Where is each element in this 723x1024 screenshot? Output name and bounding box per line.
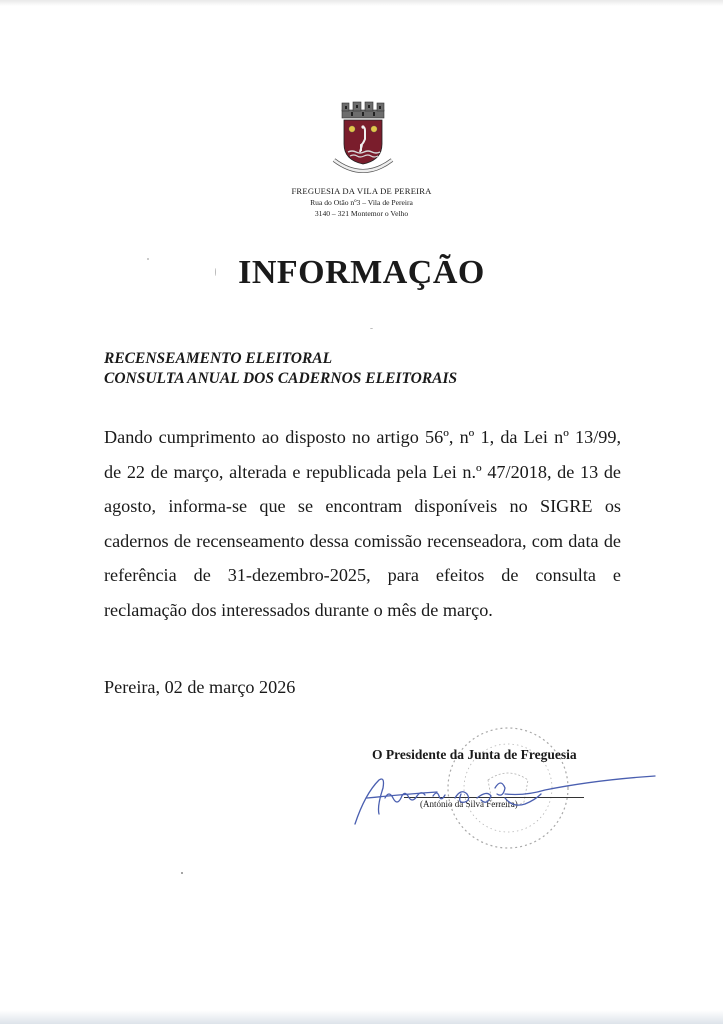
subject-line-1: RECENSEAMENTO ELEITORAL xyxy=(104,350,333,367)
paper-speck xyxy=(215,268,216,276)
signatory-role: O Presidente da Junta de Freguesia xyxy=(372,747,577,762)
subject-line-2: CONSULTA ANUAL DOS CADERNOS ELEITORAIS xyxy=(104,370,458,387)
org-name: FREGUESIA DA VILA DE PEREIRA xyxy=(291,186,432,196)
body-paragraph: Dando cumprimento ao disposto no artigo 56º, nº 1, da Lei nº 13/99, de 22 de março, alterada e republicada pela Lei n.º 47/2018, de 13 de agosto, informa-se que se encontram disponíveis no SIGRE os cadernos de recenseamento dessa comissão recenseadora, com data de referência de 31-dezembro-2025, para efeitos de consulta e reclamação dos interessados durante o mês de março. xyxy=(104,427,621,620)
date-line: Pereira, 02 de março 2026 xyxy=(104,677,296,697)
subject-block xyxy=(104,349,457,389)
page-bottom-edge xyxy=(0,1010,723,1024)
paper-speck xyxy=(147,258,149,260)
page-top-edge xyxy=(0,0,723,6)
address-line-2: 3140 – 321 Montemor o Velho xyxy=(314,209,409,218)
paper-speck xyxy=(370,328,373,329)
signatory-name: (António da Silva Ferreira) xyxy=(420,799,518,809)
address-line-1: Rua do Otão nº3 – Vila de Pereira xyxy=(310,198,413,207)
handwritten-signature-icon xyxy=(345,758,665,838)
document-title: INFORMAÇÃO xyxy=(238,254,485,291)
paper-speck xyxy=(181,872,183,874)
letterhead xyxy=(0,186,723,219)
coat-of-arms-icon xyxy=(326,100,400,182)
